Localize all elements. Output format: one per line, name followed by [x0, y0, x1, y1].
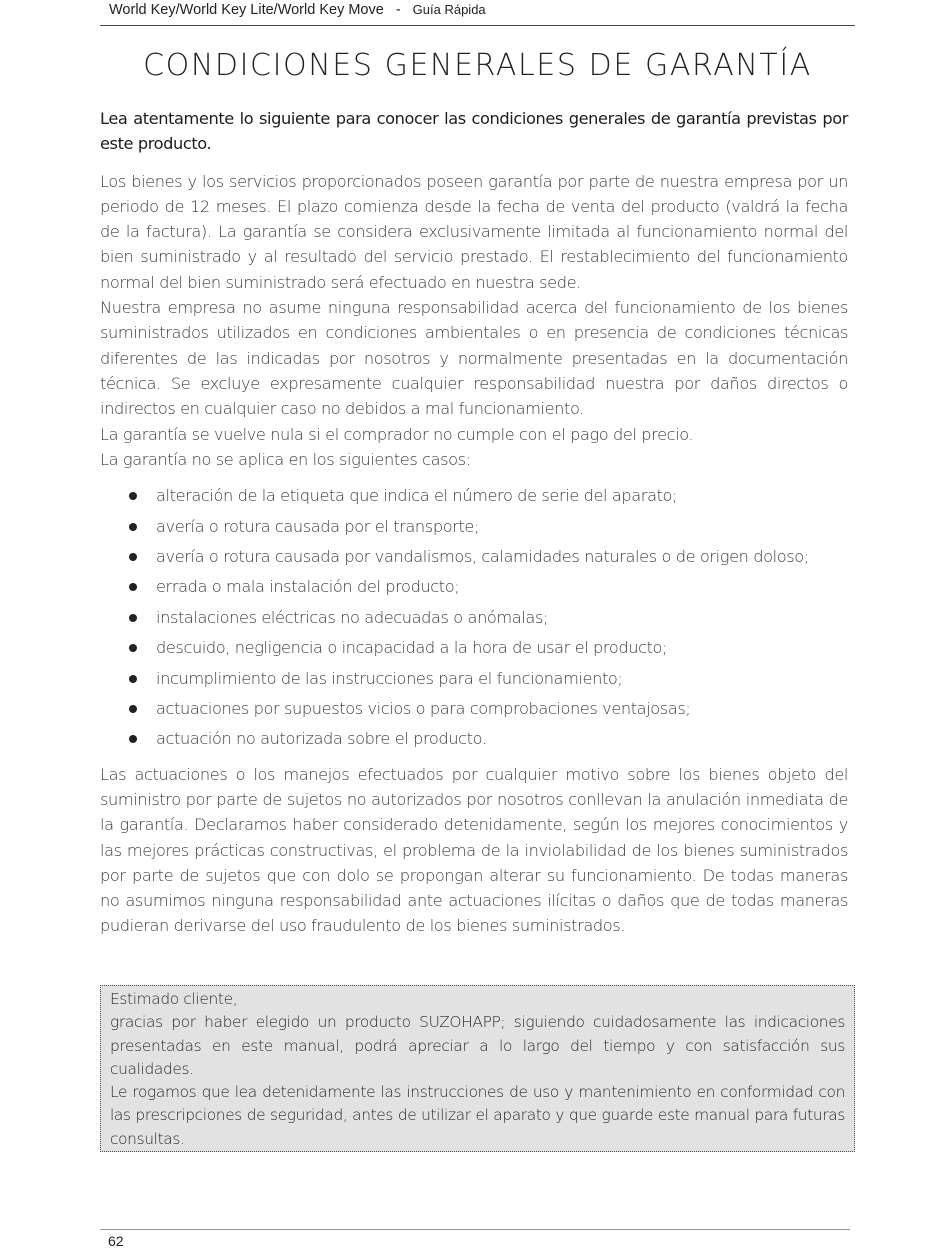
page-number: 62	[108, 1233, 124, 1248]
bullet-icon	[129, 553, 137, 561]
notice-greeting: Estimado cliente,	[110, 990, 238, 1008]
footer-divider	[100, 1229, 850, 1230]
page-title: CONDICIONES GENERALES DE GARANTÍA	[143, 48, 812, 83]
list-item-text: avería o rotura causada por vandalismos, calamidades naturales o de origen doloso;	[156, 546, 809, 566]
list-item-text: descuido, negligencia o incapacidad a la hora de usar el producto;	[156, 638, 668, 658]
bullet-icon	[129, 705, 137, 713]
notice-thanks: gracias por haber elegido un producto SUZOHAPP; siguiendo cuidadosamente las indicaciones presentadas en este manual, podrá apreciar a lo largo del tiempo y con satisfacción sus cualidades.	[110, 1013, 845, 1078]
list-item-text: actuación no autorizada sobre el producto.	[156, 729, 487, 749]
list-item-text: errada o mala instalación del producto;	[156, 577, 460, 597]
list-item	[100, 603, 848, 633]
payment-paragraph: La garantía se vuelve nula si el comprador no cumple con el pago del precio.	[100, 424, 694, 444]
intro-paragraph: Lea atentamente lo siguiente para conocer las condiciones generales de garantía previstas por este producto.	[100, 109, 848, 154]
warranty-period-paragraph: Los bienes y los servicios proporcionados poseen garantía por parte de nuestra empresa por un periodo de 12 meses. El plazo comienza desde la fecha de venta del producto (valdrá la fecha de la factura). La garantía se considera exclusivamente limitada al funcionamiento normal del bien suministrado y al resultado del servicio prestado. El restablecimiento del funcionamiento normal del bien suministrado será efectuado en nuestra sede.	[100, 171, 848, 292]
exclusions-list	[100, 481, 848, 755]
closing-paragraph: Las actuaciones o los manejos efectuados por cualquier motivo sobre los bienes objeto del suministro por parte de sujetos no autorizados por nosotros conllevan la anulación inmediata de la garantía. Declaramos haber considerado detenidamente, según los mejores conocimientos y las mejores prácticas constructivas, el problema de la inviolabilidad de los bienes suministrados por parte de sujetos que con dolo se propongan alterar su funcionamiento. De todas maneras no asumimos ninguna responsabilidad ante actuaciones ilícitas o daños que de todas maneras pudieran derivarse del uso fraudulento de los bienes suministrados.	[100, 764, 848, 936]
bullet-icon	[129, 735, 137, 743]
exclusions-intro: La garantía no se aplica en los siguientes casos:	[100, 449, 471, 469]
bullet-icon	[129, 583, 137, 591]
bullet-icon	[129, 675, 137, 683]
header-product: World Key/World Key Lite/World Key Move	[109, 2, 384, 18]
list-item	[100, 633, 848, 663]
list-item-text: incumplimiento de las instrucciones para el funcionamiento;	[156, 668, 623, 688]
list-item	[100, 572, 848, 602]
bullet-icon	[129, 614, 137, 622]
warranty-body	[100, 106, 848, 939]
customer-notice-box	[100, 985, 855, 1152]
list-item-text: instalaciones eléctricas no adecuadas o anómalas;	[156, 607, 549, 627]
header-separator: -	[395, 2, 401, 18]
list-item	[100, 512, 848, 542]
list-item	[100, 481, 848, 511]
bullet-icon	[129, 492, 137, 500]
running-header	[100, 2, 855, 26]
list-item	[100, 664, 848, 694]
notice-request: Le rogamos que lea detenidamente las instrucciones de uso y mantenimiento en conformidad con las prescripciones de seguridad, antes de utilizar el aparato y que guarde este manual para futuras consultas.	[110, 1083, 845, 1148]
list-item	[100, 724, 848, 754]
list-item-text: avería o rotura causada por el transporte;	[156, 516, 480, 536]
list-item	[100, 694, 848, 724]
header-guide: Guía Rápida	[412, 2, 486, 17]
liability-paragraph: Nuestra empresa no asume ninguna responsabilidad acerca del funcionamiento de los bienes suministrados utilizados en condiciones ambientales o en presencia de condiciones técnicas diferentes de las indicadas por nosotros y normalmente presentadas en la documentación técnica. Se excluye expresamente cualquier responsabilidad nuestra por daños directos o indirectos en cualquier caso no debidos a mal funcionamiento.	[100, 298, 848, 419]
list-item-text: alteración de la etiqueta que indica el número de serie del aparato;	[156, 486, 678, 506]
list-item-text: actuaciones por supuestos vicios o para comprobaciones ventajosas;	[156, 698, 691, 718]
bullet-icon	[129, 523, 137, 531]
list-item	[100, 542, 848, 572]
bullet-icon	[129, 644, 137, 652]
